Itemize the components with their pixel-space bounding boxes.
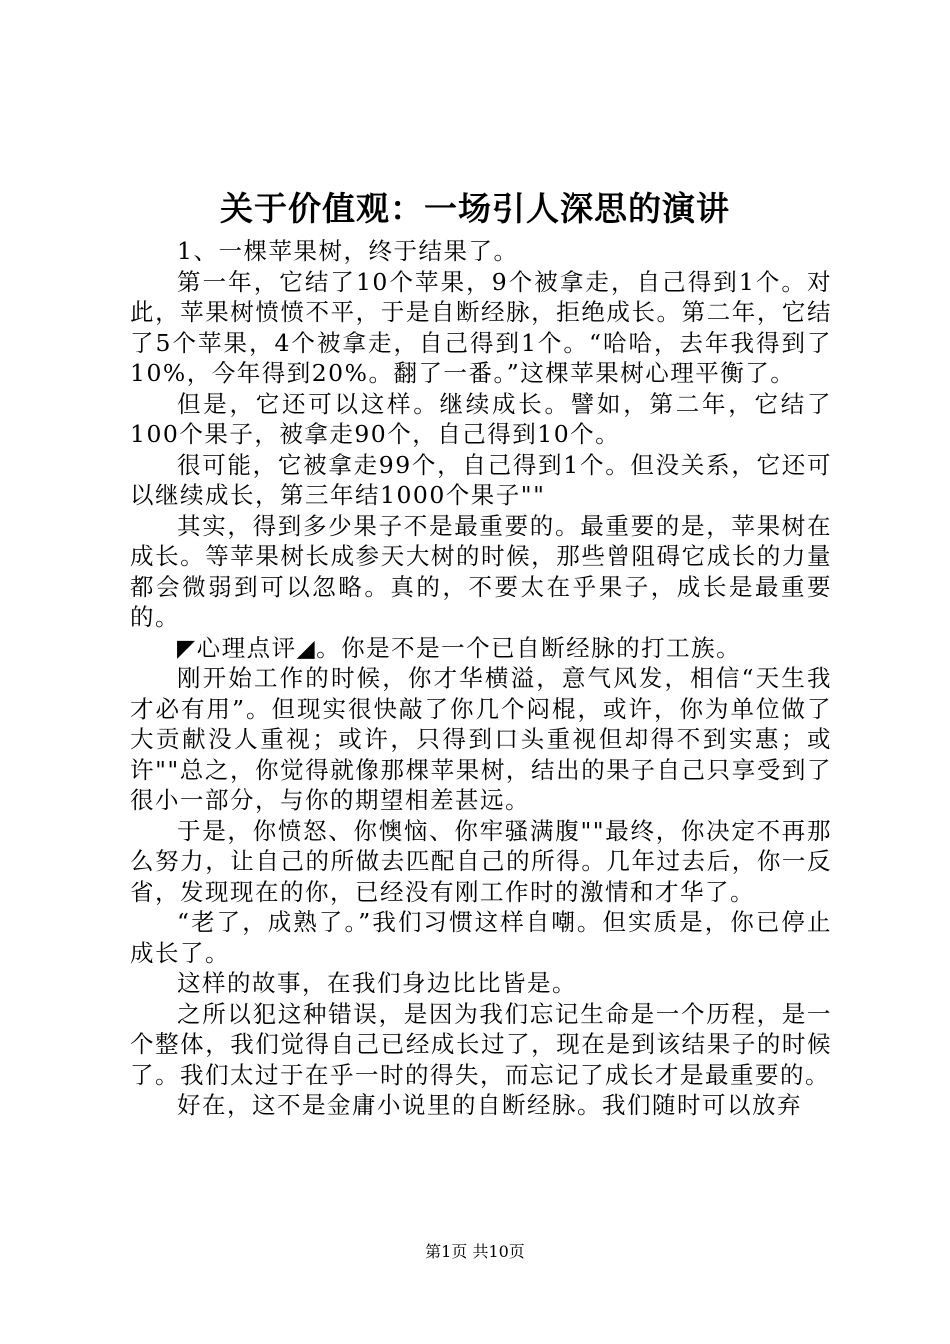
paragraph: 1、一棵苹果树，终于结果了。: [177, 237, 519, 265]
document-body: [130, 236, 832, 1121]
paragraph: 于是，你愤怒、你懊恼、你牢骚满腹""最终，你决定不再那么努力，让自己的所做去匹配自己的所得。几年过去后，你一反省，发现现在的你，已经没有刚工作时的激情和才华了。: [130, 816, 832, 906]
paragraph: 这样的故事，在我们身边比比皆是。: [177, 969, 577, 997]
paragraph: 第一年，它结了10个苹果，9个被拿走，自己得到1个。对此，苹果树愤愤不平，于是自断经脉，拒绝成长。第二年，它结了5个苹果，4个被拿走，自己得到1个。“哈哈，去年我得到了10%，今年得到20%。翻了一番。”这棵苹果树心理平衡了。: [130, 267, 832, 387]
paragraph: 之所以犯这种错误，是因为我们忘记生命是一个历程，是一个整体，我们觉得自己已经成长过了，现在是到该结果子的时候了。我们太过于在乎一时的得失，而忘记了成长才是最重要的。: [130, 999, 832, 1089]
paragraph: ◤心理点评◢。你是不是一个已自断经脉的打工族。: [177, 633, 742, 662]
paragraph: 很可能，它被拿走99个，自己得到1个。但没关系，它还可以继续成长，第三年结1000个果子"": [130, 450, 832, 509]
paragraph: 好在，这不是金庸小说里的自断经脉。我们随时可以放弃: [177, 1091, 802, 1119]
paragraph: “老了，成熟了。”我们习惯这样自嘲。但实质是，你已停止成长了。: [130, 908, 832, 967]
document-title: 关于价值观：一场引人深思的演讲: [220, 189, 730, 228]
paragraph: 刚开始工作的时候，你才华横溢，意气风发，相信“天生我才必有用”。但现实很快敲了你几个闷棍，或许，你为单位做了大贡献没人重视；或许，只得到口头重视但却得不到实惠；或许""总之，你觉得就像那棵苹果树，结出的果子自己只享受到了很小一部分，与你的期望相差甚远。: [130, 664, 832, 814]
paragraph: 但是，它还可以这样。继续成长。譬如，第二年，它结了100个果子，被拿走90个，自己得到10个。: [130, 389, 832, 448]
page-number: 第1页 共10页: [425, 1242, 525, 1261]
paragraph: 其实，得到多少果子不是最重要的。最重要的是，苹果树在成长。等苹果树长成参天大树的时候，那些曾阻碍它成长的力量都会微弱到可以忽略。真的，不要太在乎果子，成长是最重要的。: [130, 511, 832, 631]
